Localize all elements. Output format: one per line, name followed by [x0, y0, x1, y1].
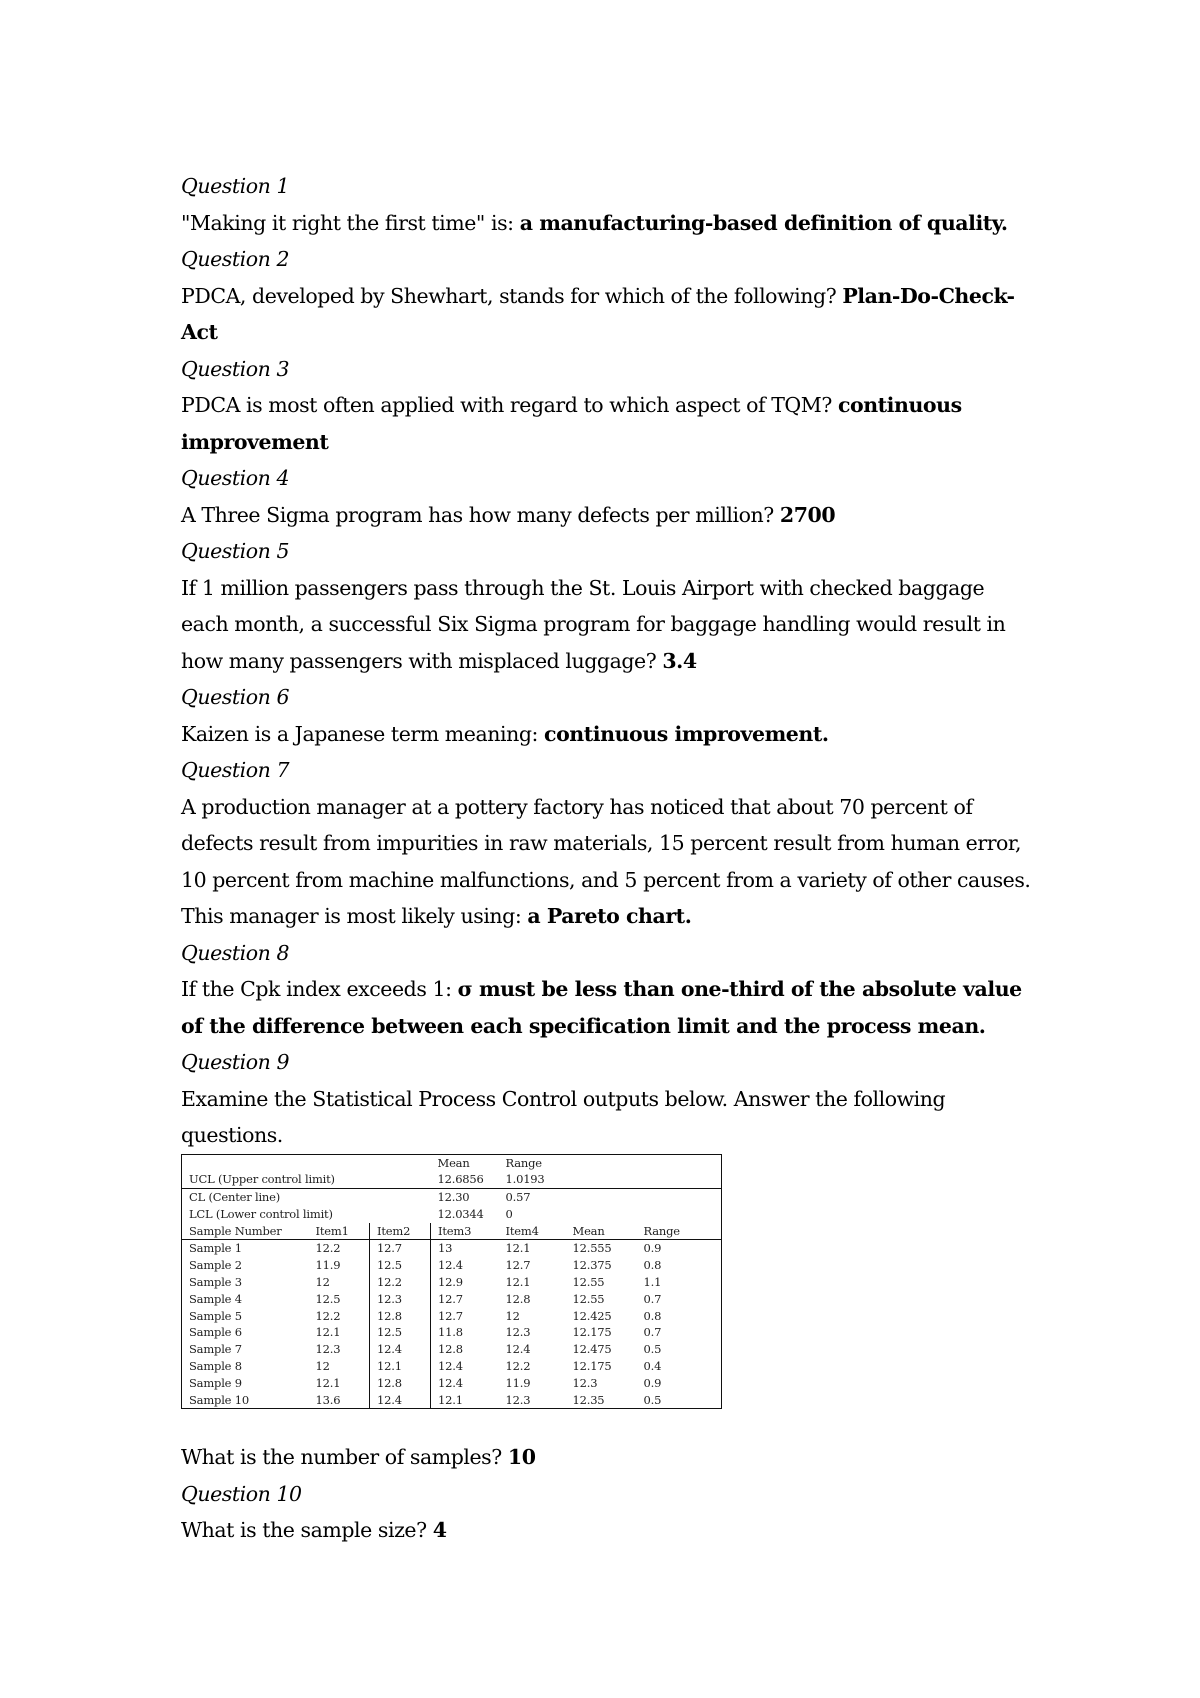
spc-cell: 12.3: [505, 1392, 531, 1407]
spc-cell: 12.2: [505, 1359, 531, 1374]
question-2-prompt: PDCA, developed by Shewhart, stands for which of the following?: [181, 283, 843, 308]
spc-col-mean: Mean: [566, 1223, 637, 1240]
spc-cell: 0.8: [643, 1258, 662, 1273]
question-4-text: [181, 497, 1031, 534]
spc-cell: 11.8: [431, 1324, 499, 1341]
spc-limit-header-spacer: [566, 1154, 722, 1171]
spc-ucl-row: [182, 1171, 722, 1188]
spc-cell: Sample 6: [189, 1325, 242, 1340]
spc-cell: 12.5: [315, 1291, 341, 1306]
spc-cell: Sample 3: [189, 1275, 242, 1290]
spc-output-table: [181, 1154, 722, 1410]
spc-sample-row: [182, 1392, 722, 1409]
spc-sample-row: [182, 1375, 722, 1392]
spc-cell: 11.9: [315, 1258, 341, 1273]
spc-cell: 0.7: [643, 1325, 662, 1340]
spc-cell: 13: [431, 1240, 499, 1257]
spc-cell: 12.8: [370, 1375, 431, 1392]
question-3-text: [181, 387, 1031, 460]
spc-col-item4: Item4: [499, 1223, 566, 1240]
question-3-prompt: PDCA is most often applied with regard to which aspect of TQM?: [181, 393, 838, 417]
question-7-answer: a Pareto chart.: [527, 904, 692, 928]
spc-cell: Sample 8: [189, 1359, 242, 1374]
spc-cell: 0.7: [643, 1291, 662, 1306]
spc-ucl-label: UCL (Upper control limit): [182, 1171, 431, 1188]
spc-cell: 12.2: [315, 1241, 341, 1256]
spc-cell: 12.3: [572, 1375, 598, 1390]
spc-cell: 12.7: [431, 1308, 499, 1325]
spc-cell: 0.9: [643, 1241, 662, 1256]
question-8-label: Question 8: [181, 940, 290, 965]
question-1-answer: a manufacturing-based definition of quality.: [519, 210, 1008, 235]
question-2-text: [181, 278, 1031, 351]
spc-col-item3: Item3: [431, 1223, 499, 1240]
spc-cell: 0.8: [643, 1308, 662, 1323]
spc-limit-header-range: Range: [505, 1155, 542, 1170]
spc-cl-label: CL (Center line): [189, 1190, 281, 1205]
question-1-label: Question 1: [181, 174, 290, 198]
question-3-answer: continuous improvement: [181, 393, 962, 454]
spc-cell: 12.7: [431, 1291, 499, 1308]
spc-lcl-mean: 12.0344: [437, 1206, 484, 1221]
spc-lcl-spacer: [566, 1206, 722, 1223]
question-1-prompt: "Making it right the first time" is:: [181, 210, 520, 235]
spc-sample-row: [182, 1308, 722, 1325]
question-5-text: [181, 570, 1031, 680]
spc-cell: 12.555: [572, 1241, 612, 1256]
spc-cell: 0.9: [643, 1375, 662, 1390]
spc-cell: 12.55: [572, 1291, 605, 1306]
question-2-label: Question 2: [181, 247, 290, 271]
spc-cell: 12.2: [370, 1274, 431, 1291]
spc-cell: 12.4: [431, 1358, 499, 1375]
question-5-answer: 3.4: [662, 648, 697, 673]
spc-sample-row: [182, 1274, 722, 1291]
spc-lcl-label: LCL (Lower control limit): [189, 1206, 333, 1221]
spc-lcl-range: 0: [505, 1206, 513, 1221]
question-2-answer: Plan-Do-Check-Act: [181, 283, 1015, 344]
question-3-label: Question 3: [181, 356, 290, 381]
spc-cell: 12.1: [431, 1392, 499, 1409]
question-6-text: [181, 716, 1031, 753]
question-9-text: [181, 1081, 1031, 1154]
question-10-label: Question 10: [181, 1481, 302, 1506]
question-7-text: [181, 789, 1031, 935]
question-6-label: Question 6: [181, 685, 290, 709]
spc-cell: 11.9: [505, 1375, 531, 1390]
spc-sample-row: [182, 1324, 722, 1341]
spc-cell: 0.5: [643, 1392, 662, 1407]
spc-cell: 12: [505, 1308, 520, 1323]
spc-limit-header-row: [182, 1154, 722, 1171]
spc-cell: 0.4: [643, 1359, 662, 1374]
question-9-followup: [181, 1439, 1031, 1476]
question-8-text: [181, 971, 1031, 1044]
question-9-followup-answer: 10: [507, 1445, 536, 1470]
spc-cell: Sample 1: [189, 1241, 242, 1256]
question-8-prompt: If the Cpk index exceeds 1:: [181, 977, 458, 1001]
spc-limit-header-empty: [182, 1154, 431, 1171]
spc-cell: 12.175: [572, 1325, 612, 1340]
spc-col-sample-number: Sample Number: [182, 1223, 309, 1240]
spc-cell: 12.3: [370, 1291, 431, 1308]
spc-cell: 12.3: [315, 1342, 341, 1357]
spc-cell: 12.8: [370, 1308, 431, 1325]
question-6-answer: continuous improvement.: [544, 721, 829, 746]
spc-cell: 12.7: [370, 1240, 431, 1257]
spc-table-body: [182, 1240, 722, 1409]
spc-cell: 12.8: [431, 1341, 499, 1358]
spc-cell: 12.35: [572, 1392, 605, 1407]
question-4-answer: 2700: [779, 502, 836, 527]
question-9-followup-prompt: What is the number of samples?: [181, 1445, 508, 1470]
spc-cell: Sample 7: [189, 1342, 242, 1357]
spc-cell: 12.9: [431, 1274, 499, 1291]
spc-sample-row: [182, 1358, 722, 1375]
spc-cell: 12.375: [572, 1258, 612, 1273]
spc-cell: 12.1: [315, 1325, 341, 1340]
question-10-answer: 4: [432, 1518, 447, 1543]
spc-cell: 12.4: [370, 1341, 431, 1358]
spc-cell: 12.4: [431, 1257, 499, 1274]
spc-cell: 12: [315, 1359, 330, 1374]
question-10-text: [181, 1512, 1031, 1549]
spc-cell: 12: [315, 1275, 330, 1290]
question-8-answer: σ must be less than one-third of the absolute value of the difference between each specification limit and the process mean.: [181, 977, 1022, 1038]
spc-cell: 12.55: [572, 1275, 605, 1290]
question-5-prompt: If 1 million passengers pass through the St. Louis Airport with checked baggage each month, a successful Six Sigma program for baggage handling would result in how many passengers with misplaced luggage?: [181, 575, 1006, 673]
spc-column-header-row: [182, 1223, 722, 1240]
spc-cell: 12.4: [505, 1342, 531, 1357]
question-4-label: Question 4: [181, 466, 290, 490]
spc-cell: 1.1: [643, 1275, 662, 1290]
question-1-text: [181, 205, 1031, 242]
spc-sample-row: [182, 1257, 722, 1274]
spc-cl-range: 0.57: [505, 1190, 531, 1205]
question-7-label: Question 7: [181, 758, 290, 782]
spc-col-item1: Item1: [309, 1223, 370, 1240]
spc-cell: 12.1: [315, 1375, 341, 1390]
question-9-prompt: Examine the Statistical Process Control outputs below. Answer the following questions.: [181, 1086, 946, 1147]
question-10-prompt: What is the sample size?: [181, 1518, 433, 1543]
spc-cell: 0.5: [643, 1342, 662, 1357]
spc-cell: 12.1: [370, 1358, 431, 1375]
spc-sample-row: [182, 1291, 722, 1308]
spc-cell: 12.3: [505, 1325, 531, 1340]
question-4-prompt: A Three Sigma program has how many defects per million?: [181, 502, 780, 527]
spc-cell: 12.8: [505, 1291, 531, 1306]
spc-ucl-range: 1.0193: [499, 1171, 566, 1188]
spc-cl-row: [182, 1189, 722, 1206]
spc-cell: Sample 2: [189, 1258, 242, 1273]
question-5-label: Question 5: [181, 539, 290, 563]
spc-cell: Sample 4: [189, 1291, 242, 1306]
spc-col-range: Range: [637, 1223, 722, 1240]
spc-cl-spacer: [566, 1189, 722, 1206]
spc-cell: 12.2: [315, 1308, 341, 1323]
spc-sample-row: [182, 1240, 722, 1257]
question-6-prompt: Kaizen is a Japanese term meaning:: [181, 721, 545, 746]
spc-cell: 12.4: [370, 1392, 431, 1409]
spc-cell: 12.1: [505, 1241, 531, 1256]
spc-cell: Sample 5: [189, 1308, 242, 1323]
spc-cell: 12.1: [505, 1275, 531, 1290]
spc-cell: 12.4: [431, 1375, 499, 1392]
spc-cell: 12.5: [370, 1324, 431, 1341]
spc-cell: 12.5: [370, 1257, 431, 1274]
question-7-prompt: A production manager at a pottery factory has noticed that about 70 percent of defects result from impurities in raw materials, 15 percent result from human error, 10 percent from machine malfunctions, and 5 percent from a variety of other causes. This manager is most likely using:: [181, 794, 1031, 928]
spc-cell: 12.175: [572, 1359, 612, 1374]
spc-cell: 12.7: [505, 1258, 531, 1273]
document-content: [181, 168, 1031, 1549]
question-9-label: Question 9: [181, 1050, 290, 1074]
spc-ucl-spacer: [566, 1171, 722, 1188]
spc-cell: Sample 9: [189, 1375, 242, 1390]
spc-cell: 13.6: [315, 1392, 341, 1407]
spc-table-wrapper: [181, 1154, 721, 1410]
spc-ucl-mean: 12.6856: [431, 1171, 499, 1188]
spc-sample-row: [182, 1341, 722, 1358]
spc-cell: 12.475: [572, 1342, 612, 1357]
spc-cl-mean: 12.30: [437, 1190, 470, 1205]
spc-cell: Sample 10: [189, 1392, 249, 1407]
spc-lcl-row: [182, 1206, 722, 1223]
spc-limit-header-mean: Mean: [437, 1155, 470, 1170]
spc-cell: 12.425: [572, 1308, 612, 1323]
spc-col-item2: Item2: [370, 1223, 431, 1240]
